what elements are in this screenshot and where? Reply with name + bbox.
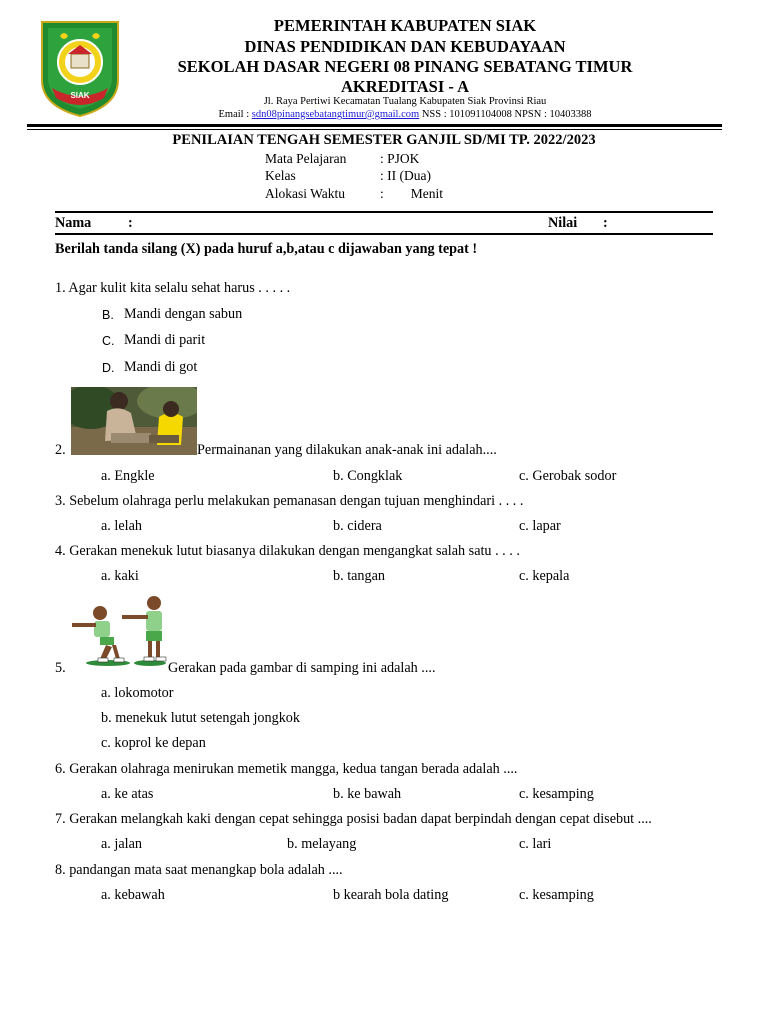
email-label: Email : <box>218 109 252 120</box>
q6-option-b: b. ke bawah <box>333 786 402 802</box>
question-5: Gerakan pada gambar di samping ini adalah .... <box>168 660 436 676</box>
q7-option-c: c. lari <box>519 836 552 852</box>
q5-option-a: a. lokomotor <box>101 685 174 701</box>
header-contact <box>130 108 680 121</box>
question-6: 6. Gerakan olahraga menirukan memetik mangga, kedua tangan berada adalah .... <box>55 761 518 777</box>
q1-option-text: Mandi di parit <box>124 332 206 348</box>
header-department: DINAS PENDIDIKAN DAN KEBUDAYAAN <box>244 37 566 56</box>
question-4: 4. Gerakan menekuk lutut biasanya dilakukan dengan mengangkat salah satu . . . . <box>55 543 520 559</box>
q1-option-text: Mandi di got <box>124 359 198 375</box>
school-ids: NSS : 101091104008 NPSN : 10403388 <box>419 109 592 120</box>
q6-option-c: c. kesamping <box>519 786 594 802</box>
q1-option-letter: D. <box>102 361 115 375</box>
name-colon: : <box>128 215 133 231</box>
header-rule-thick <box>27 124 722 127</box>
q5-option-c: c. koprol ke depan <box>101 735 206 751</box>
children-playing-photo <box>71 387 197 455</box>
meta-time-value: : Menit <box>380 186 443 201</box>
q2-option-c: c. Gerobak sodor <box>519 468 617 484</box>
header-address: Jl. Raya Pertiwi Kecamatan Tualang Kabupaten Siak Provinsi Riau <box>263 96 547 107</box>
question-1: 1. Agar kulit kita selalu sehat harus . . . . . <box>55 280 291 296</box>
header-rule-thin <box>27 129 722 130</box>
q7-option-a: a. jalan <box>101 836 142 852</box>
name-label: Nama <box>55 215 92 231</box>
q8-option-c: c. kesamping <box>519 887 594 903</box>
q8-option-a: a. kebawah <box>101 887 165 903</box>
instruction: Berilah tanda silang (X) pada huruf a,b,atau c dijawaban yang tepat ! <box>55 241 478 257</box>
q3-option-c: c. lapar <box>519 518 561 534</box>
q4-option-b: b. tangan <box>333 568 386 584</box>
q7-option-b: b. melayang <box>287 836 357 852</box>
meta-subject-label: Mata Pelajaran <box>265 151 347 166</box>
q2-option-b: b. Congklak <box>333 468 403 484</box>
question-2: Permainanan yang dilakukan anak-anak ini adalah.... <box>197 442 497 458</box>
score-colon: : <box>603 215 608 231</box>
squat-exercise-illustration <box>70 593 168 671</box>
q2-option-a: a. Engkle <box>101 468 155 484</box>
q1-option-letter: B. <box>102 308 114 322</box>
meta-class-value: : II (Dua) <box>380 168 431 183</box>
name-rule-top <box>55 211 713 213</box>
header-school: SEKOLAH DASAR NEGERI 08 PINANG SEBATANG TIMUR <box>177 57 633 76</box>
name-rule-bottom <box>55 233 713 235</box>
q4-option-c: c. kepala <box>519 568 570 584</box>
siak-regency-logo <box>38 18 122 118</box>
exam-title: PENILAIAN TENGAH SEMESTER GANJIL SD/MI TP. 2022/2023 <box>172 132 596 148</box>
question-7: 7. Gerakan melangkah kaki dengan cepat sehingga posisi badan dapat berpindah dengan cepat disebut .... <box>55 811 652 827</box>
email-link[interactable]: sdn08pinangsebatangtimur@gmail.com <box>251 109 420 120</box>
q8-option-b: b kearah bola dating <box>333 887 449 903</box>
q4-option-a: a. kaki <box>101 568 139 584</box>
logo-text: SIAK <box>70 91 90 100</box>
question-2-number: 2. <box>55 442 66 458</box>
q1-option-letter: C. <box>102 334 115 348</box>
header-government: PEMERINTAH KABUPATEN SIAK <box>273 16 537 35</box>
score-label: Nilai <box>548 215 578 231</box>
question-5-number: 5. <box>55 660 66 676</box>
meta-time-label: Alokasi Waktu <box>265 186 346 201</box>
q6-option-a: a. ke atas <box>101 786 154 802</box>
q3-option-a: a. lelah <box>101 518 142 534</box>
header-accreditation: AKREDITASI - A <box>340 77 470 96</box>
q1-option-text: Mandi dengan sabun <box>124 306 243 322</box>
meta-subject-value: : PJOK <box>380 151 420 166</box>
question-3: 3. Sebelum olahraga perlu melakukan pemanasan dengan tujuan menghindari . . . . <box>55 493 524 509</box>
q5-option-b: b. menekuk lutut setengah jongkok <box>101 710 300 726</box>
question-8: 8. pandangan mata saat menangkap bola adalah .... <box>55 862 343 878</box>
meta-class-label: Kelas <box>265 168 296 183</box>
q3-option-b: b. cidera <box>333 518 382 534</box>
